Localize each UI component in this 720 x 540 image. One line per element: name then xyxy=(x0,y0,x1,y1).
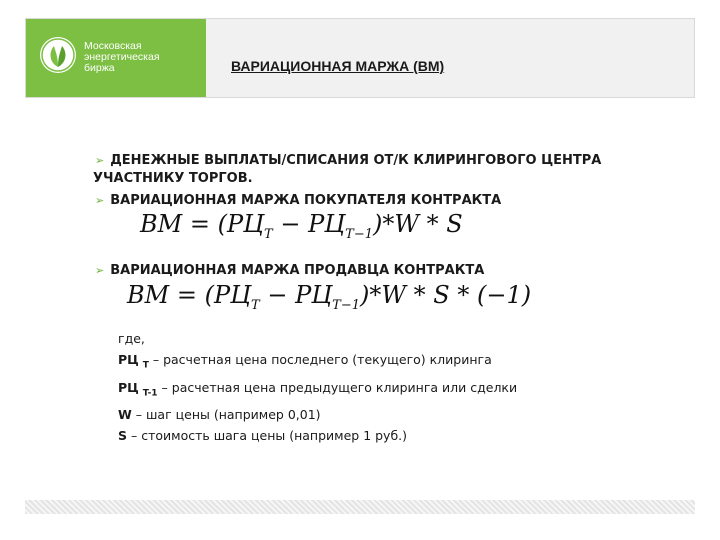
bullet-payments-continuation: УЧАСТНИКУ ТОРГОВ. xyxy=(93,171,253,186)
definition-current-price: РЦ $_T$ – расчетная цена последнего (текущего) клиринга xyxy=(118,352,492,371)
bullet-buyer-margin: ➢ ВАРИАЦИОННАЯ МАРЖА ПОКУПАТЕЛЯ КОНТРАКТА xyxy=(95,193,502,208)
footer-pattern-bar xyxy=(25,500,695,514)
arrow-bullet-icon: ➢ xyxy=(95,194,105,207)
definitions-intro: где, xyxy=(118,331,145,346)
definitions-list xyxy=(118,328,517,446)
arrow-bullet-icon: ➢ xyxy=(95,154,105,167)
slide-header xyxy=(25,18,695,98)
bullet-payments: ➢ ДЕНЕЖНЫЕ ВЫПЛАТЫ/СПИСАНИЯ ОТ/К КЛИРИНГОВОГО ЦЕНТРА xyxy=(95,153,602,168)
buyer-margin-formula: ВМ = $(РЦ_T - РЦ_{T-1})*W * S$ xyxy=(140,210,463,242)
exchange-logo xyxy=(26,19,206,97)
definition-step-cost: S – стоимость шага цены (например 1 руб.) xyxy=(118,428,408,443)
bullet-seller-margin: ➢ ВАРИАЦИОННАЯ МАРЖА ПРОДАВЦА КОНТРАКТА xyxy=(95,263,485,278)
arrow-bullet-icon: ➢ xyxy=(95,264,105,277)
definition-price-step: W – шаг цены (например 0,01) xyxy=(118,407,321,422)
seller-margin-formula: ВМ = $(РЦ_T - РЦ_{T-1})*W * S * (-1)$ xyxy=(127,281,532,313)
definition-previous-price: РЦ $_{T-1}$ – расчетная цена предыдущего клиринга или сделки xyxy=(118,379,518,398)
page-title: ВАРИАЦИОННАЯ МАРЖА (ВМ) xyxy=(231,58,445,74)
leaf-logo-icon xyxy=(40,37,76,73)
logo-wordmark: Московская энергетическая биржа xyxy=(84,40,160,74)
